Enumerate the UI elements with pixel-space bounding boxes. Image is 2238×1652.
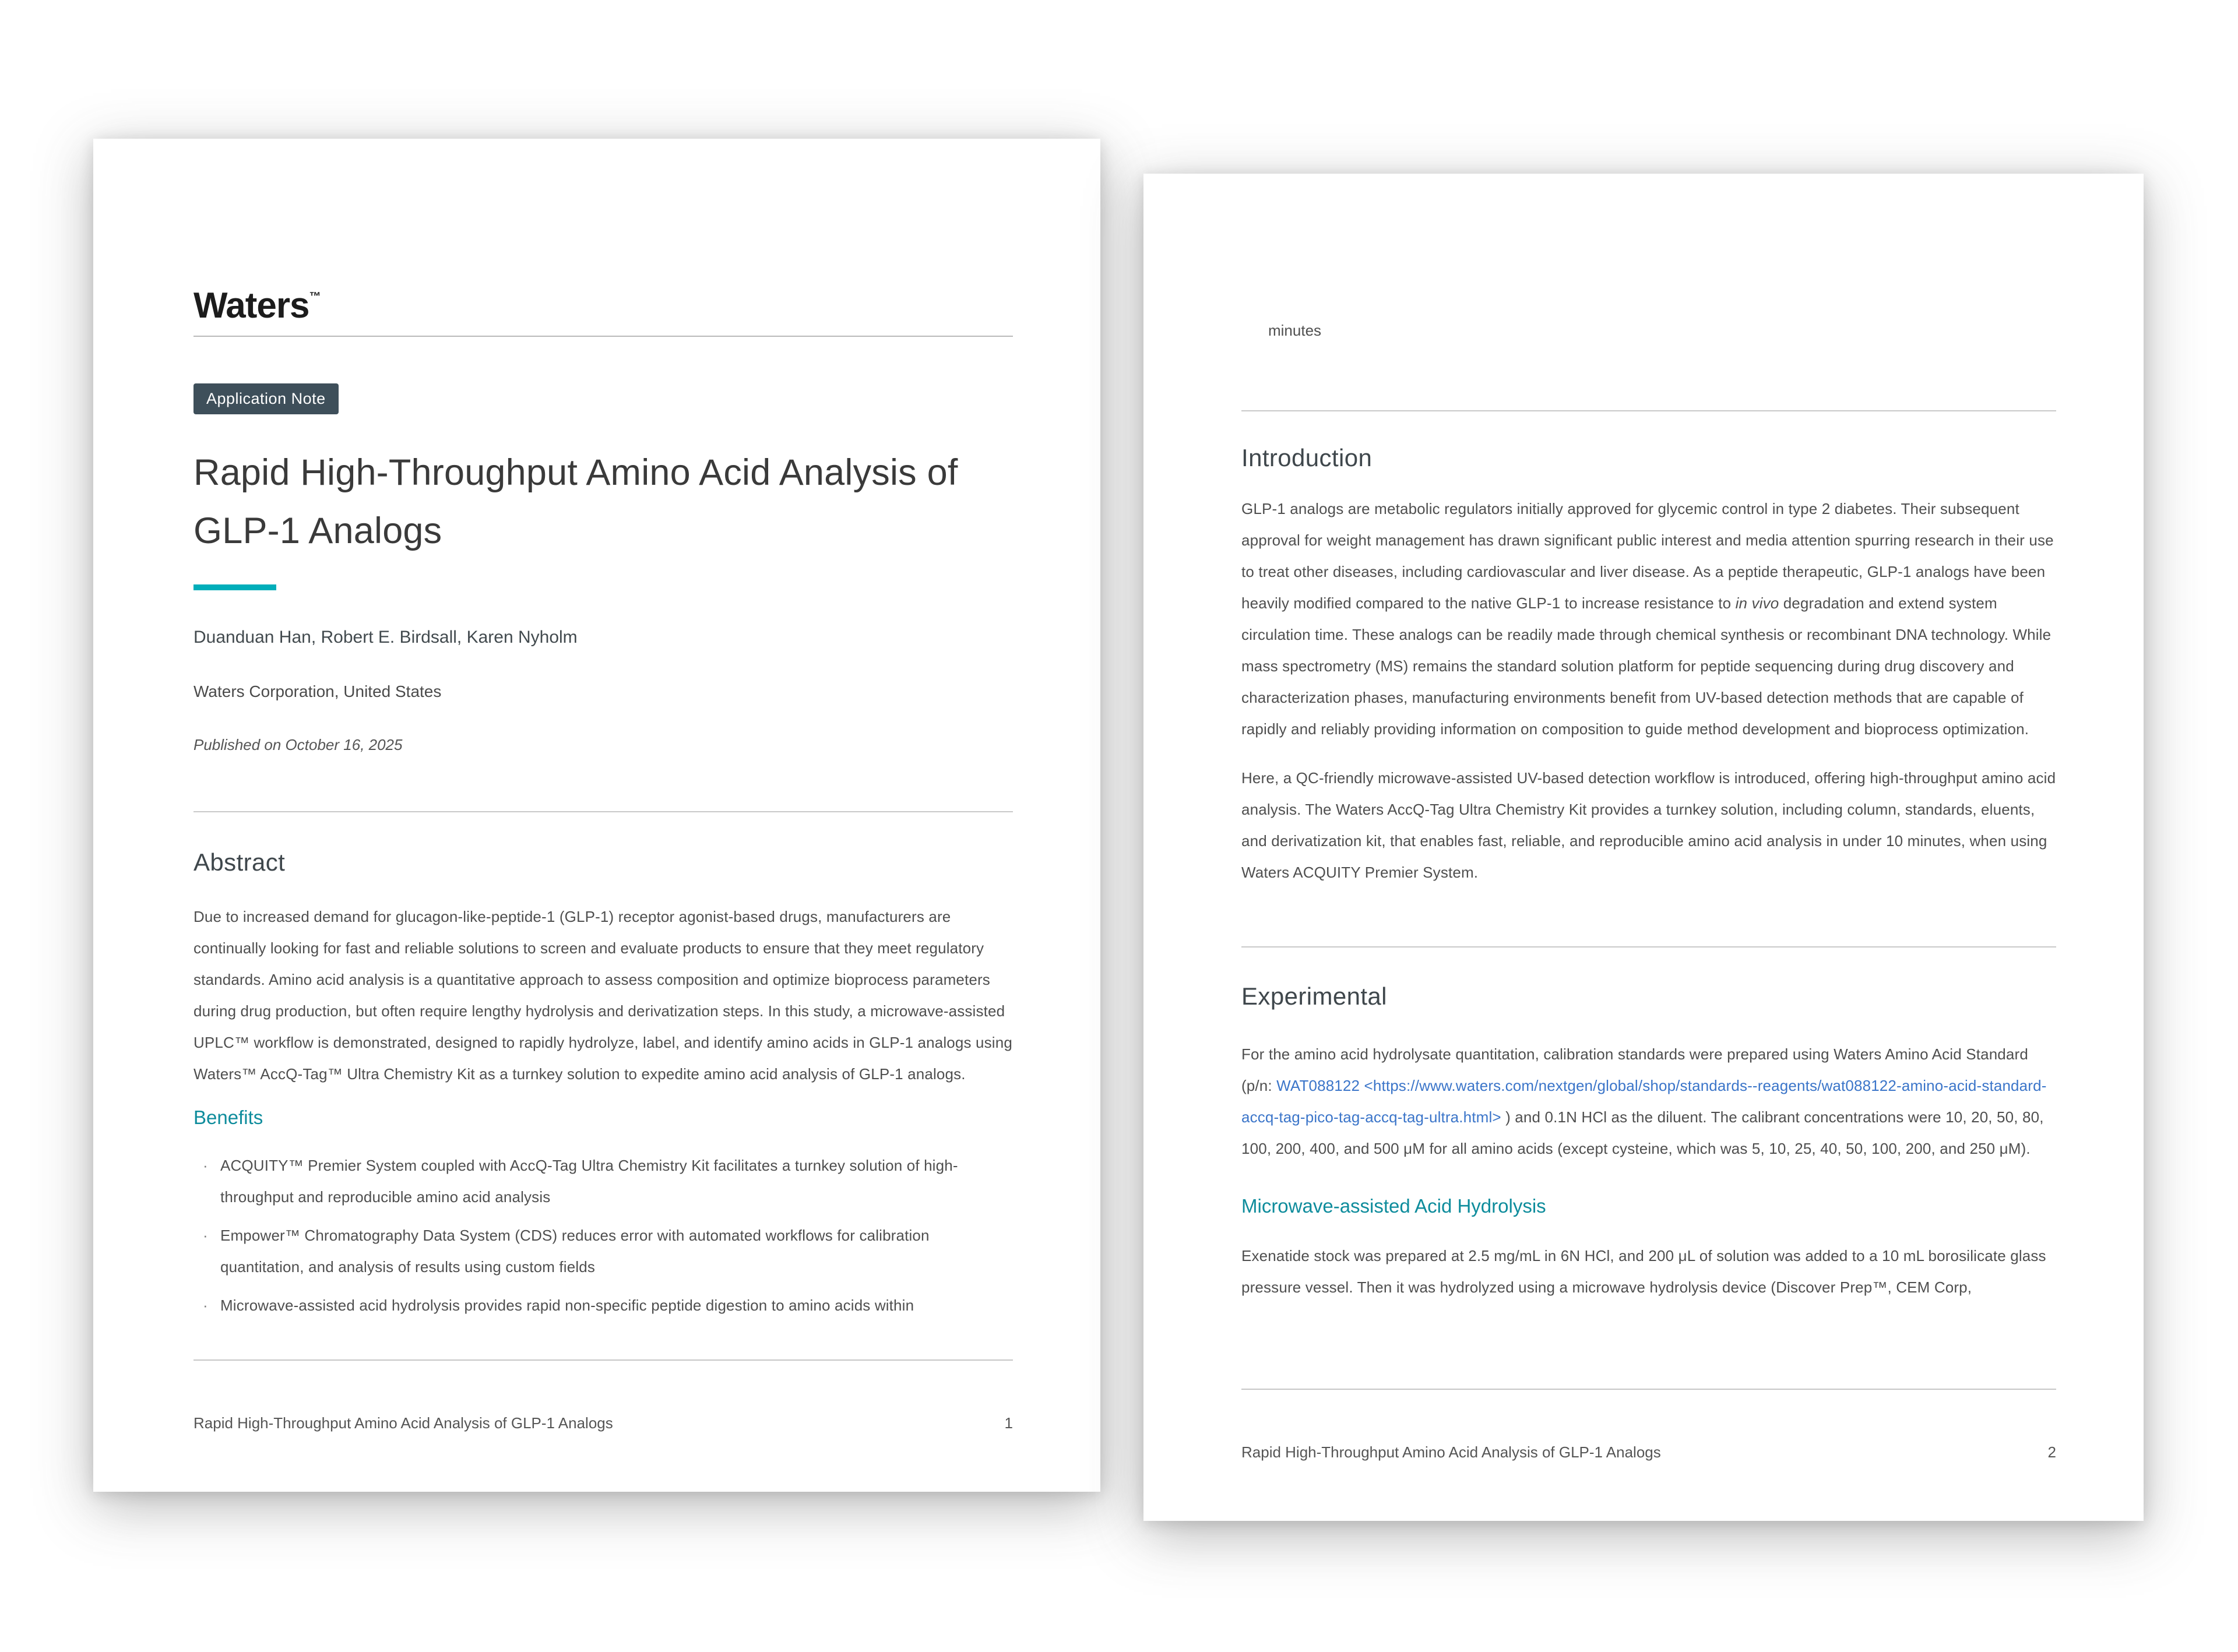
in-vivo-italic: in vivo <box>1735 594 1779 612</box>
section-divider <box>1241 946 2056 947</box>
document-title: Rapid High-Throughput Amino Acid Analysis of GLP-1 Analogs <box>193 452 958 551</box>
benefit-item-text: · Microwave-assisted acid hydrolysis provides rapid non-specific peptide digestion to amino acids within <box>220 1297 914 1315</box>
experimental-paragraph <box>1241 1038 2056 1164</box>
introduction-paragraph-2: Here, a QC-friendly microwave-assisted UV-based detection workflow is introduced, offering high-throughput amino acid analysis. The Waters AccQ-Tag Ultra Chemistry Kit provides a turnkey solution, including column, standards, eluents, and derivatization kit, that enables fast, reliable, and reproducible amino acid analysis in under 10 minutes, when using Waters ACQUITY Premier System. <box>1241 769 2056 881</box>
experimental-text: ) and 0.1N HCl as the diluent. The calibrant concentrations were 10, 20, 50, 80, 100, 200, 400, and 500 μM for all amino acids (except cysteine, which was 5, 10, 25, 40, 50, 100, 200, and 250 μM). <box>1241 1108 2044 1157</box>
footer-title: Rapid High-Throughput Amino Acid Analysis of GLP-1 Analogs <box>193 1414 613 1432</box>
introduction-text: GLP-1 analogs are metabolic regulators initially approved for glycemic control in type 2 diabetes. Their subsequent approval for weight management has drawn significant public interest and media attention spurring research in their use to treat other diseases, including cardiovascular and liver disease. As a peptide therapeutic, GLP-1 analogs have been heavily modified compared to the native GLP-1 to increase resistance to <box>1241 500 2054 612</box>
section-divider <box>1241 410 2056 411</box>
authors-line: Duanduan Han, Robert E. Birdsall, Karen Nyholm <box>193 628 578 647</box>
trademark-symbol: ™ <box>309 290 321 303</box>
page-2-content <box>1143 174 2144 1303</box>
benefit-item-text: · ACQUITY™ Premier System coupled with AccQ-Tag Ultra Chemistry Kit facilitates a turnkey solution of high-throughput and reproducible amino acid analysis <box>220 1157 958 1206</box>
page-1-content <box>93 139 1100 1321</box>
abstract-heading: Abstract <box>193 848 286 876</box>
introduction-text: degradation and extend system circulation time. These analogs can be readily made through chemical synthesis or recombinant DNA technology. While mass spectrometry (MS) remains the standard solution platform for peptide sequencing during drug discovery and characterization phases, manufacturing environments benefit from UV-based detection methods that are capable of rapidly and reliably providing information on composition to guide method development and bioprocess optimization. <box>1241 594 2052 738</box>
benefits-heading: Benefits <box>193 1107 263 1129</box>
bullet-continuation-text: minutes <box>1268 322 1322 339</box>
title-accent-bar <box>193 584 276 590</box>
abstract-text: Due to increased demand for glucagon-like-peptide-1 (GLP-1) receptor agonist-based drugs, manufacturers are continually looking for fast and reliable solutions to screen and evaluate products to ensure that they meet regulatory standards. Amino acid analysis is a quantitative approach to assess composition and optimize bioprocess parameters during drug production, but often require lengthy hydrolysis and derivatization steps. In this study, a microwave-assisted UPLC™ workflow is demonstrated, designed to rapidly hydrolyze, label, and identify amino acids in GLP-1 analogs using Waters™ AccQ-Tag™ Ultra Chemistry Kit as a turnkey solution to expedite amino acid analysis of GLP-1 analogs. <box>193 908 1012 1083</box>
section-divider <box>193 811 1013 812</box>
benefit-item <box>193 1150 1013 1213</box>
benefit-item <box>193 1220 1013 1283</box>
footer-page-number: 2 <box>2047 1443 2056 1461</box>
application-note-badge: Application Note <box>193 383 339 414</box>
experimental-heading: Experimental <box>1241 982 1387 1010</box>
benefit-item-text: · Empower™ Chromatography Data System (CDS) reduces error with automated workflows for calibration quantitation, and analysis of results using custom fields <box>220 1227 930 1276</box>
hydrolysis-subheading: Microwave-assisted Acid Hydrolysis <box>1241 1195 1546 1217</box>
introduction-heading: Introduction <box>1241 444 1373 471</box>
experimental-text: For the amino acid hydrolysate quantitation, calibration standards were prepared using Waters Amino Acid Standard (p/n: <box>1241 1045 2028 1094</box>
hydrolysis-paragraph: Exenatide stock was prepared at 2.5 mg/mL in 6N HCl, and 200 μL of solution was added to a 10 mL borosilicate glass pressure vessel. Then it was hydrolyzed using a microwave hydrolysis device (Discover Prep™, CEM Corp, <box>1241 1247 2046 1296</box>
waters-logo-text: Waters <box>193 286 309 326</box>
page-2-footer <box>1241 1389 2056 1461</box>
footer-page-number: 1 <box>1004 1414 1013 1432</box>
waters-logo <box>193 279 1013 324</box>
product-standard-link[interactable]: WAT088122 <https://www.waters.com/nextgen/global/shop/standards--reagents/wat088122-amino-acid-standard-accq-tag-pico-tag-accq-tag-ultra.html> <box>1241 1077 2047 1126</box>
introduction-paragraph-1 <box>1241 493 2056 745</box>
published-date: Published on October 16, 2025 <box>193 736 403 754</box>
document-page-2 <box>1143 174 2144 1521</box>
document-page-1 <box>93 139 1100 1492</box>
affiliation-line: Waters Corporation, United States <box>193 682 442 701</box>
footer-title: Rapid High-Throughput Amino Acid Analysis of GLP-1 Analogs <box>1241 1443 1661 1461</box>
benefits-list <box>193 1150 1013 1321</box>
page-1-footer <box>193 1359 1013 1432</box>
benefit-item <box>193 1290 1013 1321</box>
logo-divider <box>193 336 1013 337</box>
